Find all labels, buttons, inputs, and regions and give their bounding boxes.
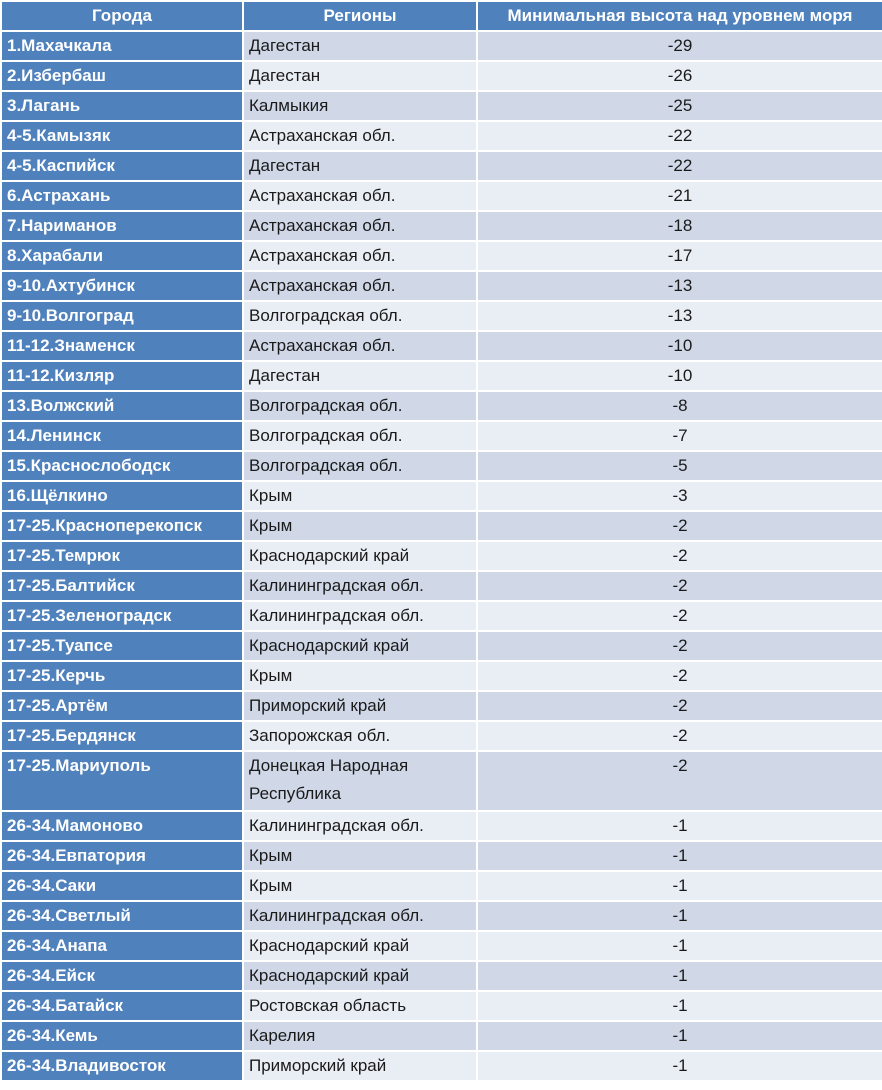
table-row: [2, 332, 882, 360]
table-row: [2, 602, 882, 630]
table-row: [2, 662, 882, 690]
altitude-cell: -1: [478, 1022, 882, 1050]
header-altitude: Минимальная высота над уровнем моря: [478, 2, 882, 30]
city-cell: 3.Лагань: [2, 92, 242, 120]
region-cell: Крым: [244, 512, 476, 540]
city-cell: 14.Ленинск: [2, 422, 242, 450]
table-row: [2, 242, 882, 270]
city-cell: 1.Махачкала: [2, 32, 242, 60]
table-row: [2, 902, 882, 930]
region-cell: Дагестан: [244, 362, 476, 390]
altitude-cell: -29: [478, 32, 882, 60]
region-cell: Краснодарский край: [244, 542, 476, 570]
city-cell: 11-12.Знаменск: [2, 332, 242, 360]
city-cell: 17-25.Зеленоградск: [2, 602, 242, 630]
table-row: [2, 392, 882, 420]
altitude-cell: -3: [478, 482, 882, 510]
altitude-cell: -1: [478, 842, 882, 870]
region-cell: Астраханская обл.: [244, 212, 476, 240]
table-row: [2, 752, 882, 810]
table-row: [2, 362, 882, 390]
region-cell: Астраханская обл.: [244, 272, 476, 300]
region-cell: Калининградская обл.: [244, 902, 476, 930]
city-cell: 17-25.Балтийск: [2, 572, 242, 600]
region-cell: Краснодарский край: [244, 632, 476, 660]
table-row: [2, 1022, 882, 1050]
region-cell: Крым: [244, 662, 476, 690]
table-row: [2, 212, 882, 240]
table-row: [2, 512, 882, 540]
region-cell: Волгоградская обл.: [244, 422, 476, 450]
region-cell: Дагестан: [244, 152, 476, 180]
region-cell: Крым: [244, 872, 476, 900]
region-cell: Донецкая Народная Республика: [244, 752, 476, 810]
city-cell: 17-25.Темрюк: [2, 542, 242, 570]
region-cell: Волгоградская обл.: [244, 302, 476, 330]
altitude-cell: -2: [478, 752, 882, 810]
city-cell: 26-34.Ейск: [2, 962, 242, 990]
table-row: [2, 152, 882, 180]
altitude-cell: -10: [478, 332, 882, 360]
altitude-cell: -25: [478, 92, 882, 120]
altitude-cell: -2: [478, 572, 882, 600]
table-row: [2, 422, 882, 450]
altitude-cell: -2: [478, 542, 882, 570]
region-cell: Калининградская обл.: [244, 812, 476, 840]
region-cell: Калининградская обл.: [244, 572, 476, 600]
city-cell: 4-5.Каспийск: [2, 152, 242, 180]
region-cell: Калининградская обл.: [244, 602, 476, 630]
altitude-cell: -1: [478, 902, 882, 930]
table-row: [2, 632, 882, 660]
table-row: [2, 302, 882, 330]
city-cell: 7.Нариманов: [2, 212, 242, 240]
table-row: [2, 932, 882, 960]
city-cell: 8.Харабали: [2, 242, 242, 270]
altitude-cell: -1: [478, 1052, 882, 1080]
altitude-cell: -2: [478, 632, 882, 660]
region-cell: Запорожская обл.: [244, 722, 476, 750]
city-cell: 16.Щёлкино: [2, 482, 242, 510]
altitude-cell: -13: [478, 302, 882, 330]
altitude-cell: -18: [478, 212, 882, 240]
city-cell: 26-34.Батайск: [2, 992, 242, 1020]
city-cell: 17-25.Керчь: [2, 662, 242, 690]
altitude-cell: -7: [478, 422, 882, 450]
city-cell: 15.Краснослободск: [2, 452, 242, 480]
city-cell: 17-25.Красноперекопск: [2, 512, 242, 540]
header-row: [2, 2, 882, 30]
altitude-cell: -1: [478, 872, 882, 900]
table-row: [2, 572, 882, 600]
city-cell: 26-34.Мамоново: [2, 812, 242, 840]
region-cell: Астраханская обл.: [244, 122, 476, 150]
city-cell: 2.Избербаш: [2, 62, 242, 90]
region-cell: Приморский край: [244, 1052, 476, 1080]
region-cell: Дагестан: [244, 62, 476, 90]
table-row: [2, 962, 882, 990]
region-cell: Дагестан: [244, 32, 476, 60]
city-cell: 26-34.Кемь: [2, 1022, 242, 1050]
altitude-cell: -1: [478, 812, 882, 840]
altitude-cell: -5: [478, 452, 882, 480]
table-row: [2, 812, 882, 840]
city-cell: 9-10.Ахтубинск: [2, 272, 242, 300]
altitude-cell: -2: [478, 662, 882, 690]
header-region: Регионы: [244, 2, 476, 30]
table-row: [2, 92, 882, 120]
table-row: [2, 272, 882, 300]
region-cell: Астраханская обл.: [244, 242, 476, 270]
region-cell: Крым: [244, 842, 476, 870]
altitude-cell: -17: [478, 242, 882, 270]
altitude-cell: -2: [478, 512, 882, 540]
altitude-cell: -13: [478, 272, 882, 300]
table-row: [2, 62, 882, 90]
region-cell: Волгоградская обл.: [244, 452, 476, 480]
region-cell: Крым: [244, 482, 476, 510]
altitude-cell: -2: [478, 692, 882, 720]
table-row: [2, 692, 882, 720]
city-cell: 11-12.Кизляр: [2, 362, 242, 390]
region-cell: Астраханская обл.: [244, 332, 476, 360]
table-row: [2, 32, 882, 60]
city-cell: 9-10.Волгоград: [2, 302, 242, 330]
region-cell: Приморский край: [244, 692, 476, 720]
region-cell: Карелия: [244, 1022, 476, 1050]
altitude-cell: -1: [478, 932, 882, 960]
altitude-cell: -2: [478, 602, 882, 630]
region-cell: Калмыкия: [244, 92, 476, 120]
table-body: [2, 32, 882, 1080]
altitude-cell: -1: [478, 992, 882, 1020]
altitude-cell: -8: [478, 392, 882, 420]
city-cell: 26-34.Евпатория: [2, 842, 242, 870]
table-row: [2, 182, 882, 210]
header-city: Города: [2, 2, 242, 30]
table-row: [2, 722, 882, 750]
city-cell: 26-34.Саки: [2, 872, 242, 900]
table-row: [2, 542, 882, 570]
region-cell: Ростовская область: [244, 992, 476, 1020]
altitude-cell: -26: [478, 62, 882, 90]
altitude-cell: -22: [478, 122, 882, 150]
city-cell: 17-25.Бердянск: [2, 722, 242, 750]
city-cell: 13.Волжский: [2, 392, 242, 420]
table-row: [2, 1052, 882, 1080]
city-cell: 17-25.Мариуполь: [2, 752, 242, 810]
table-row: [2, 122, 882, 150]
city-cell: 26-34.Светлый: [2, 902, 242, 930]
city-cell: 26-34.Анапа: [2, 932, 242, 960]
altitude-cell: -1: [478, 962, 882, 990]
region-cell: Волгоградская обл.: [244, 392, 476, 420]
table-row: [2, 872, 882, 900]
city-cell: 17-25.Туапсе: [2, 632, 242, 660]
table-row: [2, 482, 882, 510]
region-cell: Астраханская обл.: [244, 182, 476, 210]
table-row: [2, 842, 882, 870]
altitude-cell: -21: [478, 182, 882, 210]
city-cell: 17-25.Артём: [2, 692, 242, 720]
altitude-cell: -22: [478, 152, 882, 180]
city-cell: 4-5.Камызяк: [2, 122, 242, 150]
table-row: [2, 992, 882, 1020]
table-row: [2, 452, 882, 480]
city-cell: 6.Астрахань: [2, 182, 242, 210]
city-cell: 26-34.Владивосток: [2, 1052, 242, 1080]
altitude-cell: -10: [478, 362, 882, 390]
region-cell: Краснодарский край: [244, 932, 476, 960]
region-cell: Краснодарский край: [244, 962, 476, 990]
altitude-cell: -2: [478, 722, 882, 750]
